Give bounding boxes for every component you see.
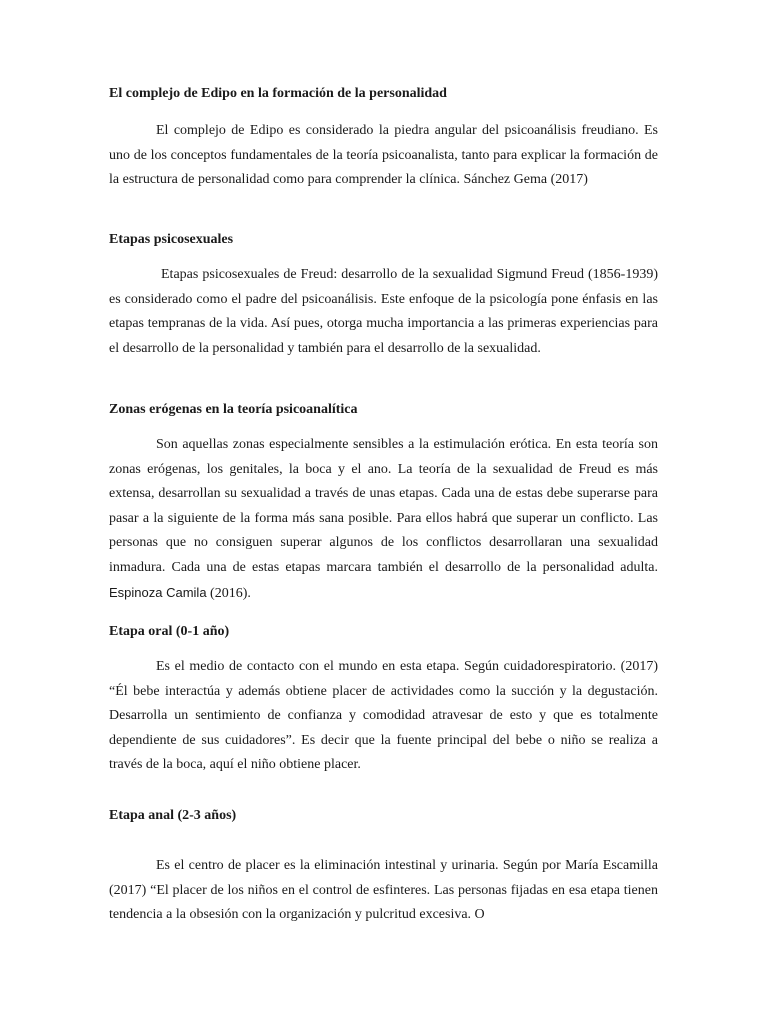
section-heading-anal: Etapa anal (2-3 años): [109, 808, 237, 823]
paragraph-etapas: Etapas psicosexuales de Freud: desarrollo de la sexualidad Sigmund Freud (1856-1939) es considerado como el padre del psicoanálisis. Este enfoque de la psicología pone énfasis en las etapas tempranas de la vida. Así pues, otorga mucha importancia a las primeras experiencias para el desarrollo de la personalidad y también para el desarrollo de la sexualidad.: [109, 267, 658, 356]
section-heading-zonas: Zonas erógenas en la teoría psicoanalítica: [109, 402, 358, 417]
paragraph-zonas-text: Son aquellas zonas especialmente sensibles a la estimulación erótica. En esta teoría son zonas erógenas, los genitales, la boca y el ano. La teoría de la sexualidad de Freud es más extensa, desarrollan su sexualidad a través de unas etapas. Cada una de estas debe superarse para pasar a la siguiente de la forma más sana posible. Para ellos habrá que superar un conflicto. Las personas que no consiguen superar algunos de los conflictos desarrollaran una sexualidad inmadura. Cada una de estas etapas marcara también el desarrollo de la personalidad adulta.: [109, 437, 658, 575]
section-heading-etapas: Etapas psicosexuales: [109, 232, 234, 247]
citation-year: (2016).: [210, 585, 251, 601]
citation-author: Espinoza Camila: [109, 584, 207, 600]
document-title: El complejo de Edipo en la formación de la personalidad: [109, 86, 447, 101]
paragraph-oral: Es el medio de contacto con el mundo en esta etapa. Según cuidadorespiratorio. (2017) “Él bebe interactúa y además obtiene placer de actividades como la succión y la degustación. Desarrolla un sentimiento de confianza y comodidad atravesar de esto y que es totalmente dependiente de sus cuidadores”. Es decir que la fuente principal del bebe o niño se realiza a través de la boca, aquí el niño obtiene placer.: [109, 659, 658, 773]
intro-paragraph: El complejo de Edipo es considerado la piedra angular del psicoanálisis freudiano. Es uno de los conceptos fundamentales de la teoría psicoanalista, tanto para explicar la formación de la estructura de personalidad como para comprender la clínica. Sánchez Gema (2017): [109, 123, 658, 188]
paragraph-anal: Es el centro de placer es la eliminación intestinal y urinaria. Según por María Escamilla (2017) “El placer de los niños en el control de esfinteres. Las personas fijadas en esa etapa tienen tendencia a la obsesión con la organización y pulcritud excesiva. O: [109, 858, 658, 923]
paragraph-zonas: [109, 433, 658, 606]
section-heading-oral: Etapa oral (0-1 año): [109, 624, 230, 639]
